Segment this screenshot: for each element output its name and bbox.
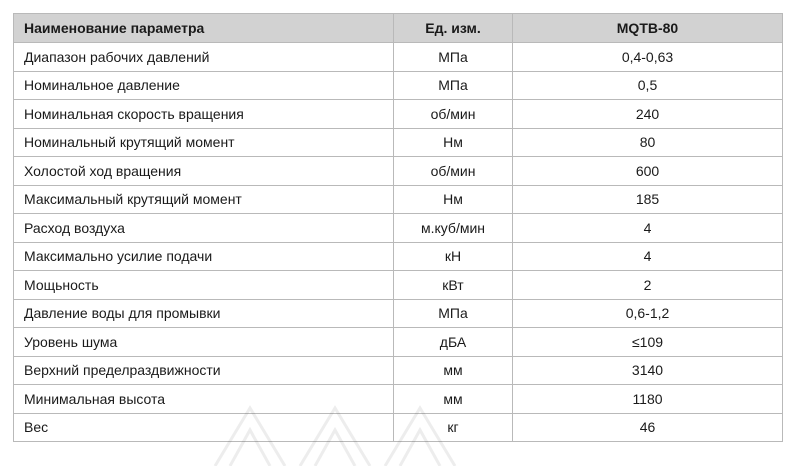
table-row	[14, 214, 783, 243]
value-cell: 600	[513, 157, 783, 186]
param-cell: Верхний пределраздвижности	[14, 356, 394, 385]
unit-cell: мм	[394, 356, 513, 385]
value-cell: 3140	[513, 356, 783, 385]
param-cell: Расход воздуха	[14, 214, 394, 243]
param-cell: Диапазон рабочих давлений	[14, 43, 394, 72]
header-unit: Ед. изм.	[394, 14, 513, 43]
value-cell: ≤109	[513, 328, 783, 357]
unit-cell: м.куб/мин	[394, 214, 513, 243]
unit-cell: МПа	[394, 71, 513, 100]
unit-cell: Нм	[394, 128, 513, 157]
value-cell: 46	[513, 413, 783, 442]
unit-cell: МПа	[394, 43, 513, 72]
value-cell: 185	[513, 185, 783, 214]
spec-table	[13, 13, 783, 442]
table-row	[14, 385, 783, 414]
value-cell: 0,4-0,63	[513, 43, 783, 72]
param-cell: Номинальная скорость вращения	[14, 100, 394, 129]
param-cell: Мощьность	[14, 271, 394, 300]
table-row	[14, 128, 783, 157]
table-row	[14, 271, 783, 300]
param-cell: Минимальная высота	[14, 385, 394, 414]
table-row	[14, 356, 783, 385]
param-cell: Уровень шума	[14, 328, 394, 357]
table-row	[14, 299, 783, 328]
unit-cell: Нм	[394, 185, 513, 214]
unit-cell: кН	[394, 242, 513, 271]
table-row	[14, 328, 783, 357]
param-cell: Максимальный крутящий момент	[14, 185, 394, 214]
table-row	[14, 100, 783, 129]
value-cell: 240	[513, 100, 783, 129]
value-cell: 1180	[513, 385, 783, 414]
unit-cell: кг	[394, 413, 513, 442]
value-cell: 4	[513, 214, 783, 243]
unit-cell: мм	[394, 385, 513, 414]
value-cell: 4	[513, 242, 783, 271]
param-cell: Номинальное давление	[14, 71, 394, 100]
unit-cell: дБА	[394, 328, 513, 357]
table-row	[14, 413, 783, 442]
table-row	[14, 185, 783, 214]
header-model: MQTB-80	[513, 14, 783, 43]
table-row	[14, 242, 783, 271]
header-param: Наименование параметра	[14, 14, 394, 43]
unit-cell: МПа	[394, 299, 513, 328]
unit-cell: об/мин	[394, 157, 513, 186]
value-cell: 80	[513, 128, 783, 157]
table-row	[14, 43, 783, 72]
table-row	[14, 71, 783, 100]
value-cell: 2	[513, 271, 783, 300]
unit-cell: об/мин	[394, 100, 513, 129]
unit-cell: кВт	[394, 271, 513, 300]
table-row	[14, 157, 783, 186]
param-cell: Вес	[14, 413, 394, 442]
value-cell: 0,5	[513, 71, 783, 100]
param-cell: Холостой ход вращения	[14, 157, 394, 186]
param-cell: Номинальный крутящий момент	[14, 128, 394, 157]
value-cell: 0,6-1,2	[513, 299, 783, 328]
param-cell: Максимально усилие подачи	[14, 242, 394, 271]
table-header-row	[14, 14, 783, 43]
param-cell: Давление воды для промывки	[14, 299, 394, 328]
